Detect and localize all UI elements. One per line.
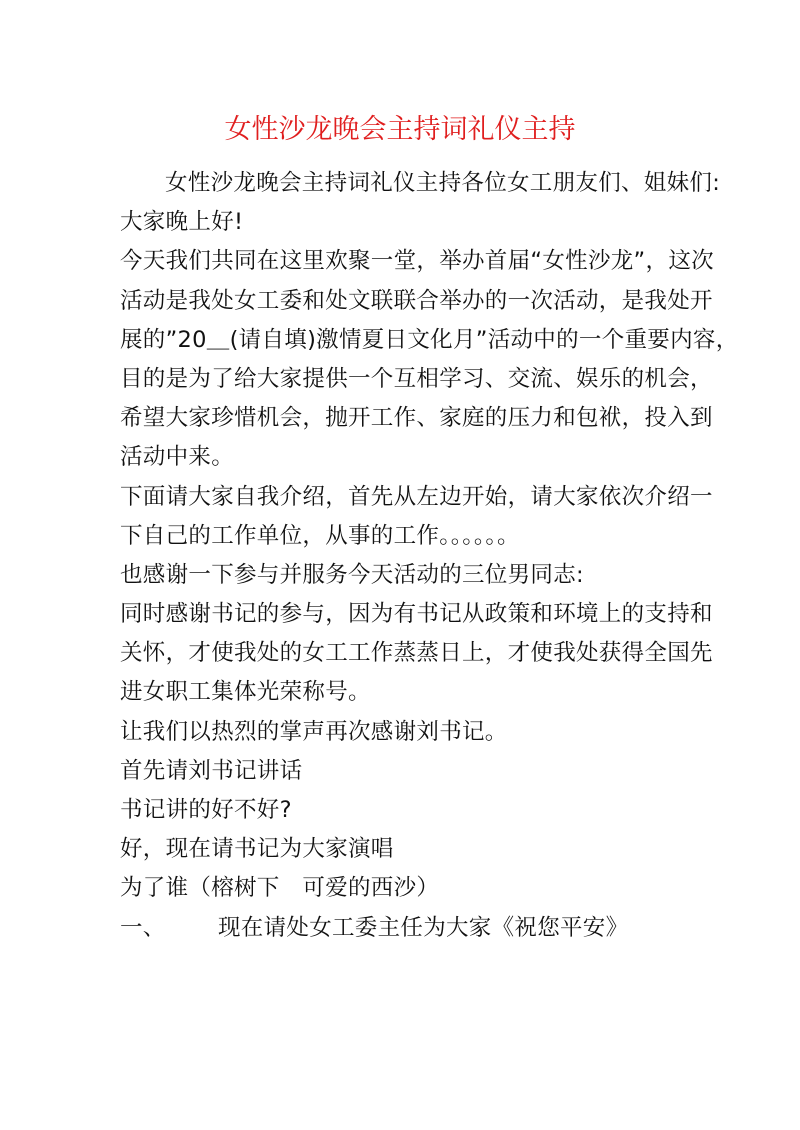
numbered-item bbox=[120, 909, 690, 948]
paragraph-line: 让我们以热烈的掌声再次感谢刘书记。 bbox=[120, 718, 508, 745]
document-title: 女性沙龙晚会主持词礼仪主持 bbox=[224, 114, 576, 145]
item-number: 一、 bbox=[120, 914, 166, 941]
paragraph-line: 也感谢一下参与并服务今天活动的三位男同志: bbox=[120, 561, 584, 588]
paragraph-line: 下面请大家自我介绍，首先从左边开始，请大家依次介绍一 bbox=[120, 483, 713, 510]
paragraph-line: 活动中来。 bbox=[120, 444, 235, 471]
paragraph-line: 希望大家珍惜机会，抛开工作、家庭的压力和包袱，投入到 bbox=[120, 405, 713, 432]
paragraph-line: 目的是为了给大家提供一个互相学习、交流、娱乐的机会， bbox=[120, 365, 713, 392]
paragraph-line: 首先请刘书记讲话 bbox=[120, 757, 303, 784]
document-body bbox=[120, 164, 739, 948]
paragraph-line: 今天我们共同在这里欢聚一堂，举办首届“女性沙龙”，这次 bbox=[120, 248, 714, 275]
paragraph-line: 女性沙龙晚会主持词礼仪主持各位女工朋友们、姐妹们: bbox=[165, 170, 721, 196]
paragraph-line: 同时感谢书记的参与，因为有书记从政策和环境上的支持和 bbox=[120, 601, 713, 628]
paragraph-line: 活动是我处女工委和处文联联合举办的一次活动，是我处开 bbox=[120, 287, 713, 314]
paragraph-line: 进女职工集体光荣称号。 bbox=[120, 679, 371, 706]
paragraph-line: 展的”20＿(请自填)激情夏日文化月”活动中的一个重要内容， bbox=[120, 326, 739, 353]
paragraph-line: 书记讲的好不好? bbox=[120, 797, 292, 823]
item-text: 现在请处女工委主任为大家《祝您平安》 bbox=[218, 914, 629, 941]
paragraph-line: 下自己的工作单位，从事的工作。。。。。。 bbox=[120, 522, 520, 549]
paragraph-line: 为了谁（榕树下 可爱的西沙） bbox=[120, 875, 440, 902]
paragraph-line: 关怀，才使我处的女工工作蒸蒸日上，才使我处获得全国先 bbox=[120, 640, 713, 667]
paragraph-line: 大家晚上好! bbox=[120, 209, 244, 236]
paragraph-line: 好，现在请书记为大家演唱 bbox=[120, 836, 394, 863]
